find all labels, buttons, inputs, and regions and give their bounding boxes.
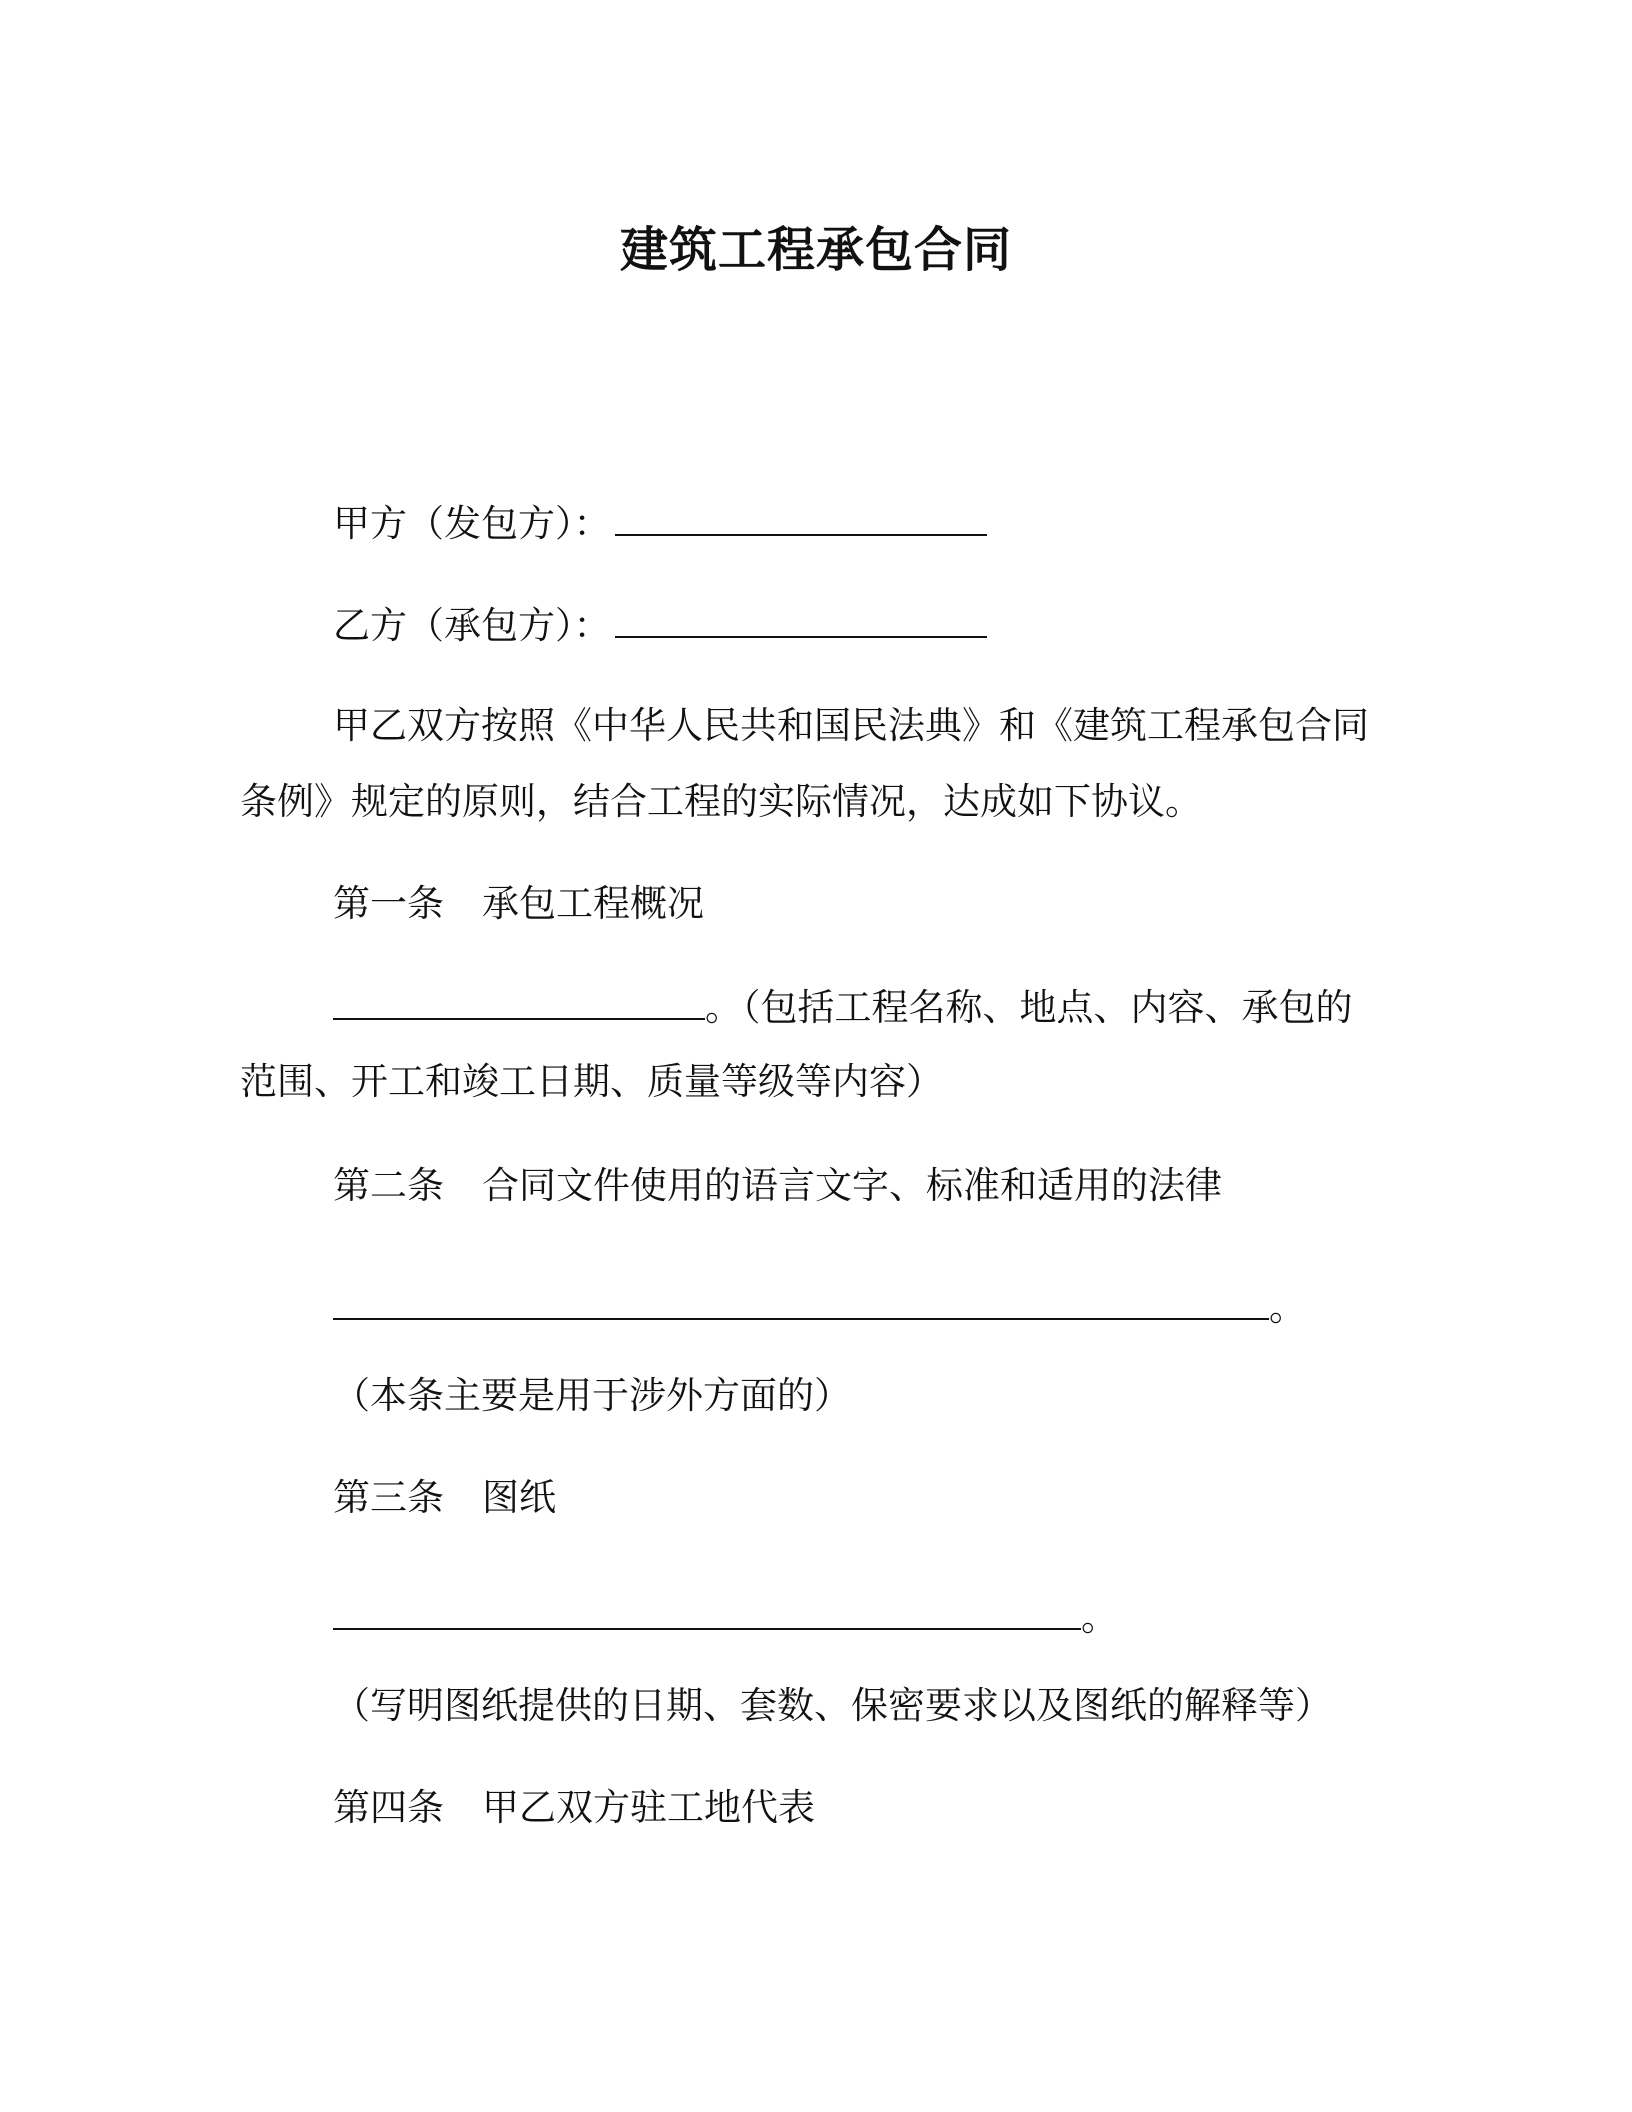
- article-3-title: 图纸: [482, 1476, 556, 1519]
- article-2-number: 第二条: [333, 1164, 444, 1207]
- party-b-label: 乙方（承包方）：: [333, 604, 611, 647]
- party-b-line: [333, 598, 987, 652]
- article-3-blank[interactable]: [333, 1590, 1081, 1630]
- article-1-line-2: 范围、开工和竣工日期、质量等级等内容）: [240, 1060, 943, 1103]
- article-1-fill-line: [333, 980, 1353, 1034]
- article-1-heading: [333, 878, 704, 930]
- party-a-blank[interactable]: [615, 496, 987, 536]
- article-2-blank[interactable]: [333, 1280, 1269, 1320]
- article-4-heading: [333, 1782, 815, 1834]
- article-2-note: （本条主要是用于涉外方面的）: [333, 1374, 851, 1417]
- article-2-title: 合同文件使用的语言文字、标准和适用的法律: [482, 1164, 1222, 1207]
- article-2-fill-line: [333, 1280, 1306, 1334]
- article-3-fill-suffix: 。: [1081, 1596, 1118, 1639]
- article-3-number: 第三条: [333, 1476, 444, 1519]
- article-2-fill-suffix: 。: [1269, 1286, 1306, 1329]
- article-1-fill-suffix: 。（包括工程名称、地点、内容、承包的: [705, 986, 1353, 1029]
- article-3-fill-line: [333, 1590, 1118, 1644]
- article-4-number: 第四条: [333, 1786, 444, 1829]
- article-1-blank[interactable]: [333, 980, 705, 1020]
- article-3-note: （写明图纸提供的日期、套数、保密要求以及图纸的解释等）: [333, 1684, 1332, 1727]
- article-3-heading: [333, 1472, 556, 1524]
- intro-line-1: 甲乙双方按照《中华人民共和国民法典》和《建筑工程承包合同: [333, 704, 1369, 747]
- party-a-label: 甲方（发包方）：: [333, 502, 611, 545]
- article-2-heading: [333, 1160, 1222, 1212]
- article-4-title: 甲乙双方驻工地代表: [482, 1786, 815, 1829]
- article-1-title: 承包工程概况: [482, 882, 704, 925]
- intro-line-2: 条例》规定的原则，结合工程的实际情况，达成如下协议。: [240, 780, 1202, 823]
- document-title: 建筑工程承包合同: [619, 222, 1012, 278]
- party-a-line: [333, 496, 987, 550]
- party-b-blank[interactable]: [615, 598, 987, 638]
- article-1-number: 第一条: [333, 882, 444, 925]
